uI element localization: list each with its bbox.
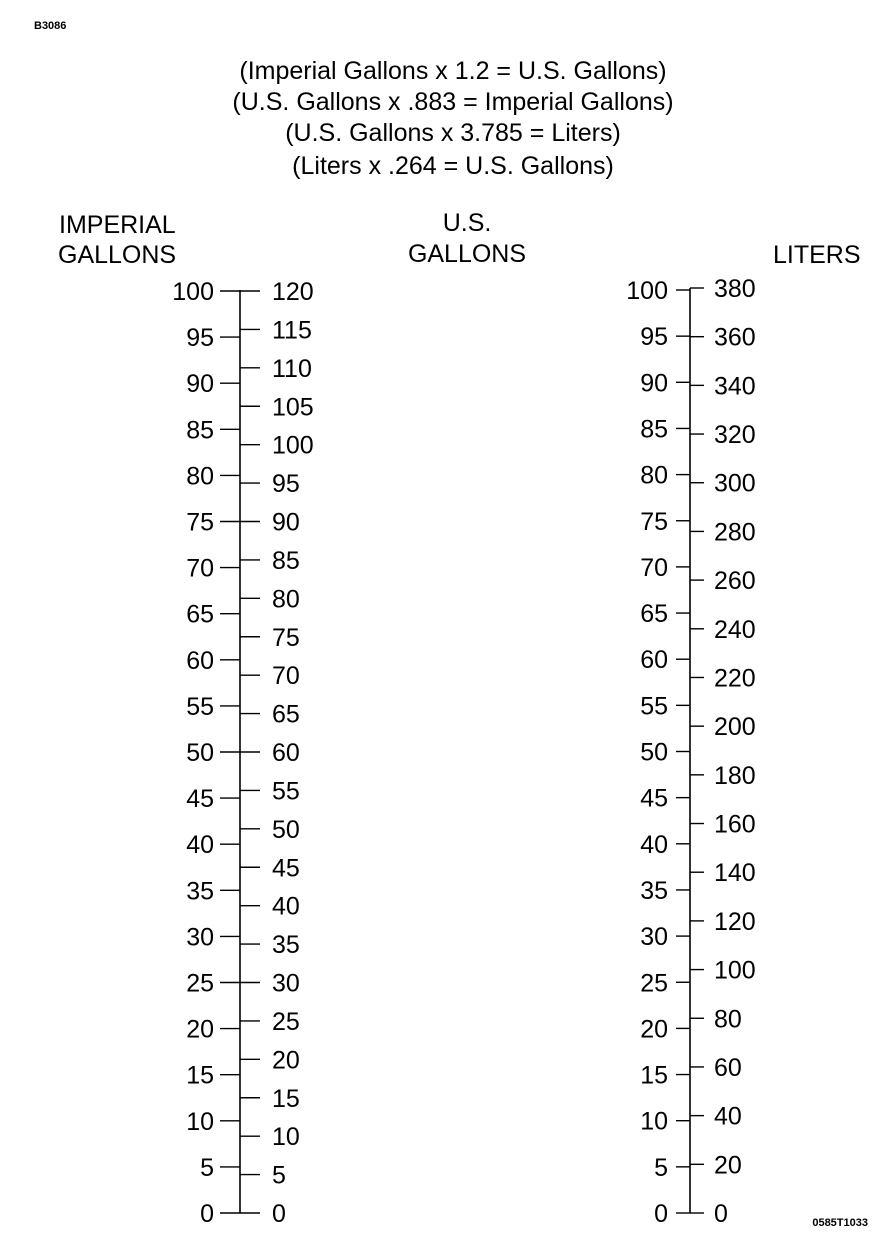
us-gallons-right-tick-label: 50 [640,738,668,767]
liters-tick-label: 100 [714,956,756,985]
liters-tick-label: 280 [714,518,756,547]
liters-tick-label: 160 [714,810,756,839]
imperial-header-line2: GALLONS [58,241,177,269]
liters-tick-label: 300 [714,469,756,498]
liters-tick-label: 80 [714,1005,742,1034]
imperial-tick-label: 5 [200,1153,214,1182]
us-gallons-tick-label: 100 [272,431,314,460]
liters-tick-label: 60 [714,1053,742,1082]
us-gallons-tick-label: 20 [272,1046,300,1075]
us-gallons-tick-label: 90 [272,508,300,537]
us-gallons-right-tick-label: 75 [640,507,668,536]
us-gallons-tick-label: 5 [272,1161,286,1190]
liters-tick-label: 340 [714,372,756,401]
us-gallons-right-tick-label: 40 [640,830,668,859]
imperial-tick-label: 35 [186,877,214,906]
us-gallons-tick-label: 80 [272,585,300,614]
formula-line: (U.S. Gallons x 3.785 = Liters) [285,119,621,147]
us-gallons-tick-label: 105 [272,393,314,422]
us-gallons-right-tick-label: 25 [640,969,668,998]
us-gallons-tick-label: 60 [272,739,300,767]
imperial-tick-label: 60 [186,646,214,675]
liters-tick-label: 40 [714,1102,742,1131]
us-gallons-tick-label: 55 [272,777,300,806]
imperial-tick-label: 30 [186,923,214,952]
us-gallons-right-tick-label: 95 [640,323,668,352]
us-gallons-right-tick-label: 20 [640,1015,668,1044]
us-gallons-tick-label: 10 [272,1123,300,1152]
liters-tick-label: 20 [714,1151,742,1180]
us-gallons-tick-label: 15 [272,1084,300,1113]
imperial-tick-label: 45 [186,785,214,814]
us-gallons-right-tick-label: 0 [654,1200,668,1228]
us-gallons-ticks-right [626,277,690,1228]
liters-header: LITERS [773,241,861,269]
liters-tick-label: 180 [714,761,756,790]
imperial-tick-label: 100 [172,278,214,306]
us-gallons-right-tick-label: 85 [640,415,668,444]
us-gallons-right-tick-label: 90 [640,369,668,398]
us-gallons-right-tick-label: 80 [640,461,668,490]
us-header-line1: U.S. [442,209,492,237]
liters-tick-label: 220 [714,664,756,693]
imperial-header-line1: IMPERIAL [59,211,176,239]
formula-line: (Imperial Gallons x 1.2 = U.S. Gallons) [239,57,667,85]
us-gallons-tick-label: 35 [272,931,300,960]
imperial-tick-label: 80 [186,462,214,491]
liters-tick-label: 240 [714,615,756,644]
imperial-tick-label: 10 [186,1107,214,1136]
liters-tick-label: 260 [714,567,756,596]
us-gallons-right-tick-label: 70 [640,553,668,582]
us-gallons-tick-label: 110 [272,354,312,383]
us-gallons-right-tick-label: 65 [640,600,668,629]
imperial-tick-label: 40 [186,831,214,860]
us-gallons-right-tick-label: 100 [626,277,668,305]
document-code: B3086 [34,20,67,32]
us-gallons-tick-label: 115 [272,316,312,345]
us-gallons-tick-label: 75 [272,623,300,652]
us-gallons-right-tick-label: 10 [640,1107,668,1136]
us-gallons-right-tick-label: 35 [640,876,668,905]
liters-ticks [690,275,756,1228]
us-gallons-tick-label: 0 [272,1200,286,1228]
us-gallons-tick-label: 95 [272,470,300,499]
us-gallons-tick-label: 25 [272,1007,300,1036]
us-gallons-right-tick-label: 60 [640,646,668,675]
liters-tick-label: 140 [714,859,756,888]
formula-block [232,57,673,180]
imperial-tick-label: 25 [186,969,214,998]
imperial-tick-label: 0 [200,1200,214,1228]
imperial-ticks [172,278,240,1228]
imperial-tick-label: 75 [186,508,214,537]
column-headers [58,209,861,269]
liters-tick-label: 380 [714,275,756,303]
formula-line: (Liters x .264 = U.S. Gallons) [292,152,614,180]
imperial-tick-label: 50 [186,739,214,767]
liters-tick-label: 320 [714,421,756,450]
us-gallons-tick-label: 40 [272,892,300,921]
us-gallons-right-tick-label: 15 [640,1061,668,1090]
us-gallons-right-tick-label: 55 [640,692,668,721]
liters-tick-label: 0 [714,1200,728,1228]
us-gallons-right-tick-label: 45 [640,784,668,813]
us-gallons-tick-label: 120 [272,278,314,306]
us-gallons-tick-label: 30 [272,969,300,998]
us-gallons-tick-label: 65 [272,700,300,729]
imperial-tick-label: 20 [186,1015,214,1044]
us-gallons-tick-label: 85 [272,546,300,575]
right-scale [626,275,755,1228]
us-gallons-right-tick-label: 30 [640,923,668,952]
imperial-tick-label: 95 [186,324,214,353]
figure-code: 0585T1033 [812,1217,868,1229]
us-gallons-right-tick-label: 5 [654,1153,668,1182]
left-scale [172,278,313,1228]
liters-tick-label: 360 [714,323,756,352]
liters-tick-label: 200 [714,713,756,742]
imperial-tick-label: 85 [186,416,214,445]
imperial-tick-label: 65 [186,600,214,629]
us-gallons-ticks [240,278,314,1228]
us-header-line2: GALLONS [407,240,527,268]
imperial-tick-label: 15 [186,1061,214,1090]
imperial-tick-label: 70 [186,554,214,583]
us-gallons-tick-label: 50 [272,815,300,844]
liters-tick-label: 120 [714,907,756,936]
us-gallons-tick-label: 70 [272,662,300,691]
us-gallons-tick-label: 45 [272,854,300,883]
imperial-tick-label: 55 [186,692,214,721]
imperial-tick-label: 90 [186,370,214,399]
formula-line: (U.S. Gallons x .883 = Imperial Gallons) [232,88,674,116]
